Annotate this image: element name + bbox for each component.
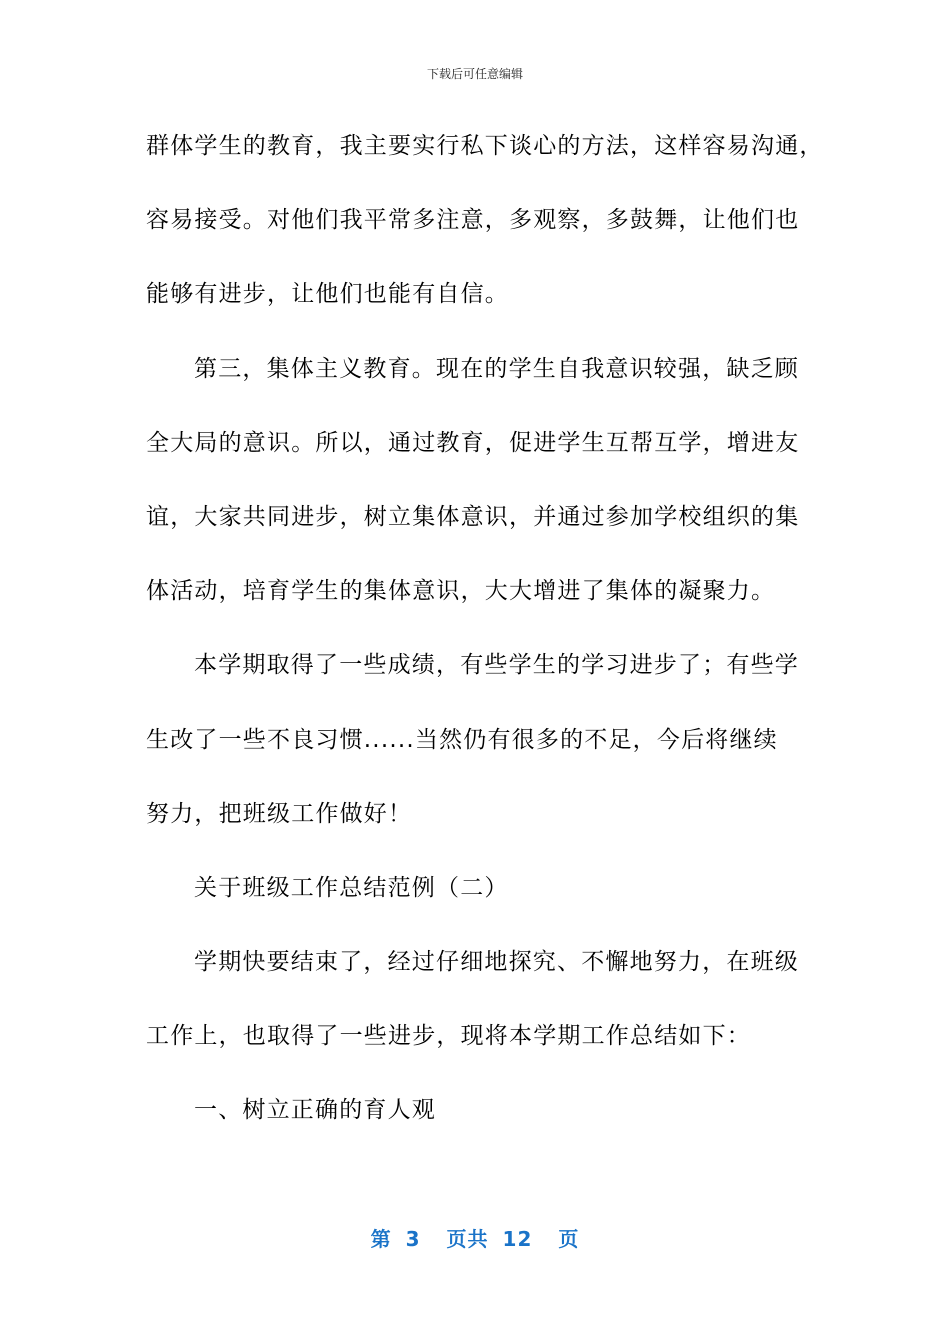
paragraph-line: 群体学生的教育，我主要实行私下谈心的方法，这样容易沟通，	[146, 133, 824, 159]
paragraph-line: 工作上，也取得了一些进步，现将本学期工作总结如下：	[146, 1023, 751, 1050]
paragraph-line: 全大局的意识。所以，通过教育，促进学生互帮互学，增进友	[146, 429, 800, 456]
page-label-prefix: 第	[370, 1227, 392, 1251]
document-body	[146, 128, 824, 1167]
section-title: 关于班级工作总结范例（二）	[194, 874, 509, 901]
page-label-suffix: 页	[558, 1227, 580, 1251]
paragraph-line: 能够有进步，让他们也能有自信。	[146, 281, 509, 308]
total-pages-number: 12	[502, 1227, 533, 1251]
paragraph-line: 努力，把班级工作做好！	[146, 800, 413, 827]
paragraph-line: 本学期取得了一些成绩，有些学生的学习进步了；有些学	[194, 652, 799, 679]
page-header-note: 下载后可任意编辑	[426, 67, 523, 81]
paragraph-line: 生改了一些不良习惯......当然仍有很多的不足，今后将继续	[146, 726, 778, 753]
page-footer	[0, 1226, 950, 1252]
paragraph-line: 体活动，培育学生的集体意识，大大增进了集体的凝聚力。	[146, 578, 776, 605]
page-label-mid: 页共	[446, 1227, 489, 1251]
paragraph-line: 容易接受。对他们我平常多注意，多观察，多鼓舞，让他们也	[146, 207, 800, 234]
section-heading: 一、树立正确的育人观	[194, 1097, 436, 1124]
paragraph-line: 谊，大家共同进步，树立集体意识，并通过参加学校组织的集	[146, 503, 800, 530]
current-page-number: 3	[405, 1227, 421, 1251]
paragraph-line: 学期快要结束了，经过仔细地探究、不懈地努力，在班级	[194, 949, 799, 976]
paragraph-line: 第三，集体主义教育。现在的学生自我意识较强，缺乏顾	[194, 355, 799, 382]
